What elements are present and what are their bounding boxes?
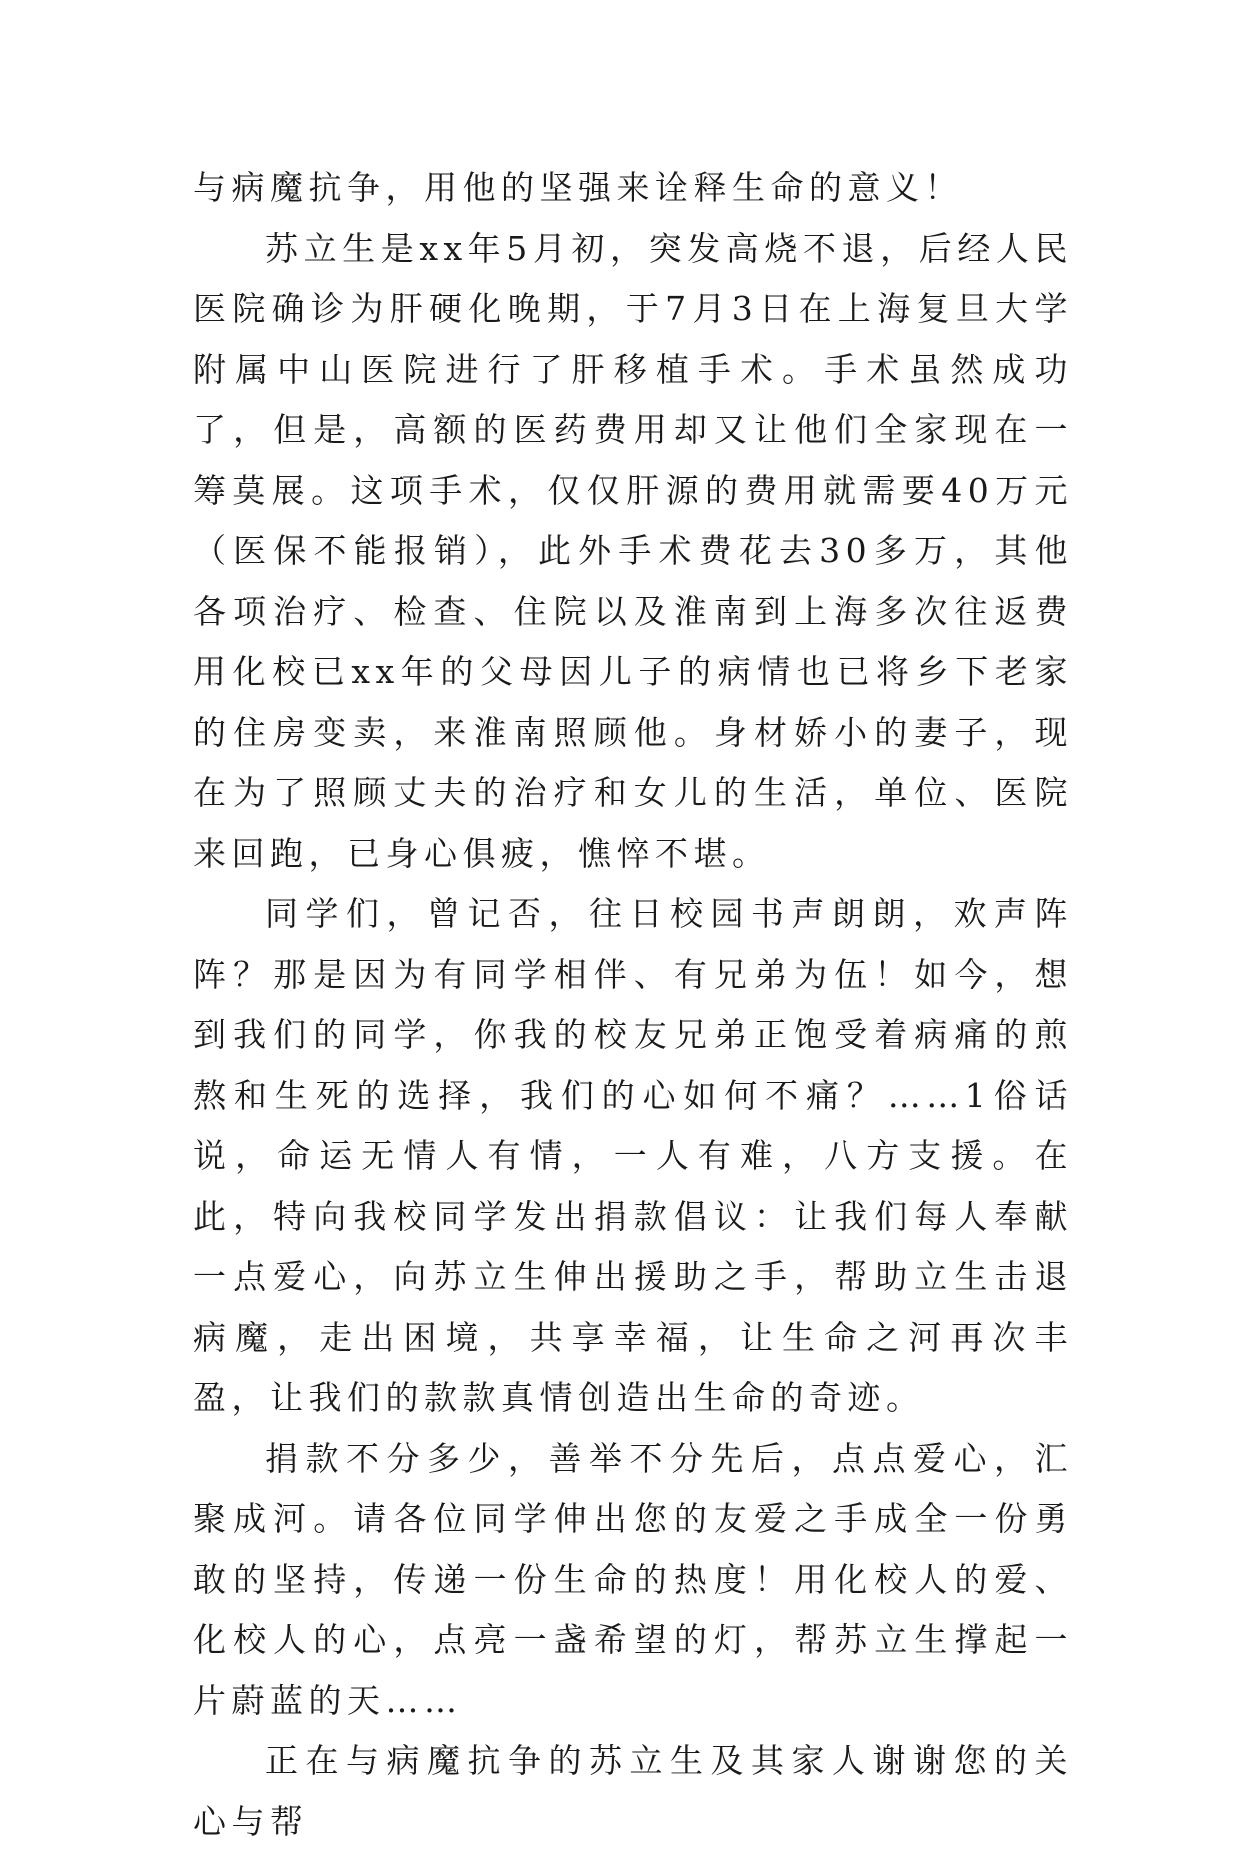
paragraph-thanks: 正在与病魔抗争的苏立生及其家人谢谢您的关心与帮 <box>193 1741 1073 1841</box>
paragraph-donation-call: 捐款不分多少，善举不分先后，点点爱心，汇聚成河。请各位同学伸出您的友爱之手成全一份勇敢的坚持，传递一份生命的热度！用化校人的爱、化校人的心，点亮一盏希望的灯，帮苏立生撑起一片蔚蓝的天…… <box>193 1438 1073 1720</box>
paragraph-continuation: 与病魔抗争，用他的坚强来诠释生命的意义！ <box>193 168 963 207</box>
document-body <box>193 158 1073 1852</box>
paragraph-patient-background: 苏立生是xx年5月初，突发高烧不退，后经人民医院确诊为肝硬化晚期，于7月3日在上海复旦大学附属中山医院进行了肝移植手术。手术虽然成功了，但是，高额的医药费用却又让他们全家现在一筹莫展。这项手术，仅仅肝源的费用就需要40万元（医保不能报销），此外手术费花去30多万，其他各项治疗、检查、住院以及淮南到上海多次往返费用化校已xx年的父母因儿子的病情也已将乡下老家的住房变卖，来淮南照顾他。身材娇小的妻子，现在为了照顾丈夫的治疗和女儿的生活，单位、医院来回跑，已身心俱疲，憔悴不堪。 <box>193 228 1073 873</box>
paragraph-appeal: 同学们，曾记否，往日校园书声朗朗，欢声阵阵？那是因为有同学相伴、有兄弟为伍！如今，想到我们的同学，你我的校友兄弟正饱受着病痛的煎熬和生死的选择，我们的心如何不痛？……1俗话说，命运无情人有情，一人有难，八方支援。在此，特向我校同学发出捐款倡议：让我们每人奉献一点爱心，向苏立生伸出援助之手，帮助立生击退病魔，走出困境，共享幸福，让生命之河再次丰盈，让我们的款款真情创造出生命的奇迹。 <box>193 894 1073 1417</box>
